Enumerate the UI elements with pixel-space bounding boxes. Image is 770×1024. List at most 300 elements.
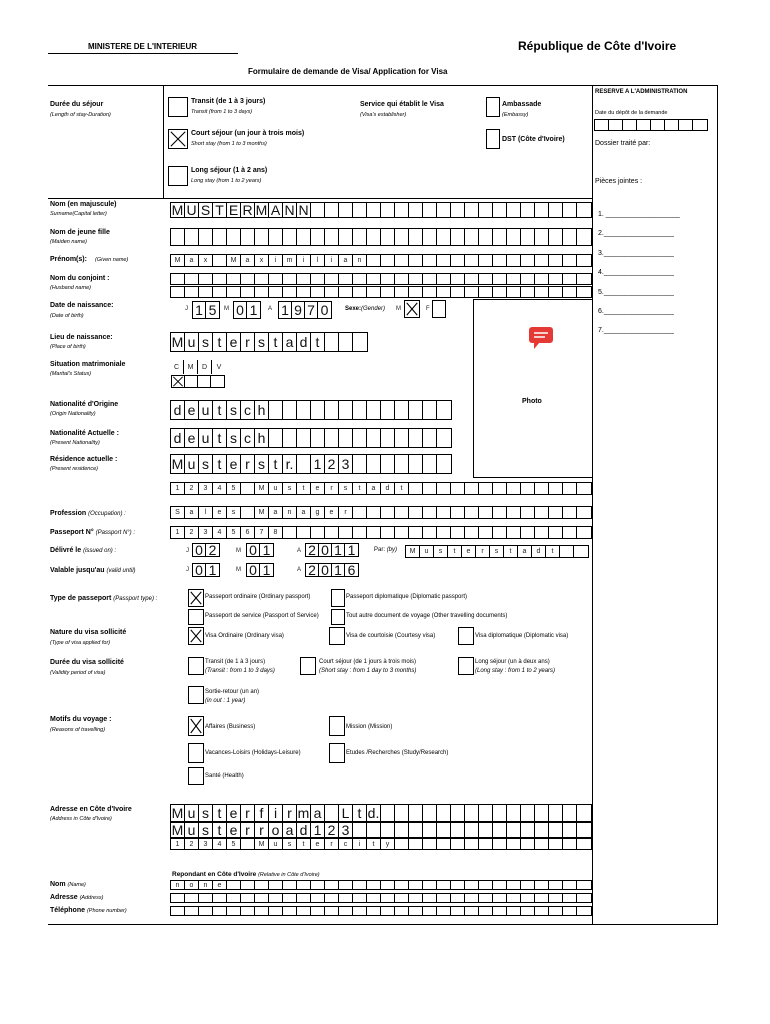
jeune-input[interactable] bbox=[170, 228, 592, 246]
char-cell: m bbox=[297, 805, 310, 821]
char-cell bbox=[535, 527, 549, 538]
char-cell bbox=[367, 907, 381, 915]
char-cell bbox=[395, 203, 409, 217]
prenom-label: Prénom(s): bbox=[50, 256, 87, 263]
char-cell bbox=[339, 907, 353, 915]
char-cell bbox=[563, 881, 577, 889]
char-cell bbox=[339, 274, 353, 284]
stay-long-checkbox[interactable] bbox=[168, 166, 188, 186]
dob-year-input[interactable] bbox=[278, 301, 332, 319]
char-cell: t bbox=[213, 805, 227, 821]
char-cell bbox=[185, 274, 199, 284]
char-cell bbox=[381, 287, 395, 297]
char-cell bbox=[465, 203, 479, 217]
dob-j-label: J bbox=[185, 306, 188, 312]
visa-court-checkbox[interactable] bbox=[300, 657, 316, 675]
passport-other-checkbox[interactable] bbox=[331, 609, 345, 625]
admin-date-cells[interactable] bbox=[594, 119, 708, 131]
visa-transit-checkbox[interactable] bbox=[188, 657, 204, 675]
char-cell bbox=[325, 881, 339, 889]
char-cell bbox=[535, 823, 549, 837]
char-cell: f bbox=[255, 805, 269, 821]
char-cell bbox=[521, 229, 535, 245]
char-cell: a bbox=[339, 255, 353, 266]
char-cell bbox=[269, 429, 283, 447]
resp-tel-input[interactable] bbox=[170, 906, 592, 916]
sexe-m-label: M bbox=[396, 306, 401, 312]
dob-m-label: M bbox=[224, 306, 229, 312]
char-cell bbox=[185, 287, 199, 297]
char-cell: 0 bbox=[247, 544, 260, 556]
char-cell bbox=[479, 839, 493, 849]
admin-date-cell bbox=[623, 120, 637, 130]
char-cell: y bbox=[381, 839, 395, 849]
char-cell bbox=[171, 907, 185, 915]
char-cell bbox=[311, 229, 325, 245]
char-cell bbox=[549, 287, 563, 297]
char-cell: i bbox=[325, 255, 339, 266]
char-cell bbox=[367, 229, 381, 245]
char-cell: M bbox=[171, 202, 184, 218]
val-j-label: J bbox=[186, 567, 189, 573]
char-cell: M bbox=[171, 456, 184, 472]
char-cell bbox=[311, 274, 325, 284]
char-cell: u bbox=[199, 429, 213, 447]
address-line-2[interactable] bbox=[170, 822, 592, 838]
admin-date-cell bbox=[679, 120, 693, 130]
nom-label: Nom (en majuscule) bbox=[50, 201, 117, 208]
char-cell: t bbox=[213, 429, 227, 447]
char-cell: N bbox=[297, 203, 311, 217]
char-cell bbox=[381, 881, 395, 889]
char-cell: s bbox=[227, 401, 241, 419]
char-cell bbox=[395, 805, 409, 821]
stay-transit-checkbox[interactable] bbox=[168, 97, 188, 117]
char-cell bbox=[507, 203, 521, 217]
issue-day-input[interactable] bbox=[192, 543, 220, 557]
char-cell bbox=[479, 287, 493, 297]
char-cell: h bbox=[255, 429, 269, 447]
orig-input[interactable] bbox=[170, 400, 452, 420]
char-cell bbox=[423, 455, 437, 473]
char-cell bbox=[521, 255, 535, 266]
char-cell: V bbox=[216, 363, 222, 371]
char-cell bbox=[549, 907, 563, 915]
motif-etudes-checkbox[interactable] bbox=[329, 743, 345, 763]
char-cell bbox=[465, 907, 479, 915]
stay-court-checkbox[interactable] bbox=[168, 129, 188, 149]
char-cell bbox=[563, 507, 577, 518]
char-cell bbox=[465, 839, 479, 849]
char-cell bbox=[577, 805, 591, 821]
resp-tel-label: Téléphone (Phone number) bbox=[50, 907, 127, 914]
char-cell bbox=[325, 274, 339, 284]
char-cell bbox=[549, 229, 563, 245]
char-cell bbox=[521, 881, 535, 889]
issue-year-input[interactable] bbox=[305, 543, 359, 557]
char-cell: s bbox=[227, 507, 241, 518]
char-cell bbox=[437, 507, 451, 518]
char-cell bbox=[381, 823, 395, 837]
address-line-3[interactable] bbox=[170, 838, 592, 850]
passeport-label: Passeport N° (Passport N°) : bbox=[50, 529, 136, 536]
char-cell: 1 bbox=[171, 527, 185, 538]
iss-j-label: J bbox=[186, 548, 189, 554]
char-cell bbox=[465, 507, 479, 518]
char-cell bbox=[297, 894, 311, 902]
naissance-sub: (Date of birth) bbox=[50, 313, 84, 319]
char-cell bbox=[437, 894, 451, 902]
char-cell: A bbox=[269, 203, 283, 217]
char-cell: N bbox=[283, 203, 297, 217]
char-cell: e bbox=[227, 333, 241, 351]
char-cell bbox=[479, 507, 493, 518]
char-cell bbox=[255, 881, 269, 889]
resp-nom-input[interactable] bbox=[170, 880, 592, 890]
char-cell: 2 bbox=[185, 527, 199, 538]
valid-month-input[interactable] bbox=[246, 563, 274, 577]
char-cell bbox=[521, 907, 535, 915]
char-cell bbox=[171, 894, 185, 902]
char-cell bbox=[479, 823, 493, 837]
char-cell: s bbox=[199, 333, 213, 351]
status-checkbox-m[interactable] bbox=[185, 376, 198, 387]
char-cell bbox=[283, 429, 297, 447]
char-cell bbox=[213, 229, 227, 245]
char-cell bbox=[381, 274, 395, 284]
char-cell bbox=[353, 229, 367, 245]
stay-court-sub: Short stay (from 1 to 3 months) bbox=[191, 141, 267, 147]
char-cell bbox=[437, 907, 451, 915]
char-cell bbox=[213, 255, 227, 266]
comment-icon[interactable] bbox=[528, 326, 554, 350]
char-cell bbox=[549, 274, 563, 284]
char-cell bbox=[521, 805, 535, 821]
char-cell bbox=[493, 907, 507, 915]
char-cell bbox=[563, 483, 577, 494]
char-cell bbox=[283, 229, 297, 245]
status-letters bbox=[170, 360, 226, 374]
status-checkbox-d[interactable] bbox=[198, 376, 211, 387]
check-x-icon bbox=[172, 376, 184, 387]
char-cell bbox=[535, 907, 549, 915]
char-cell bbox=[395, 894, 409, 902]
char-cell bbox=[409, 483, 423, 494]
char-cell: 8 bbox=[269, 527, 283, 538]
char-cell: s bbox=[283, 483, 297, 494]
char-cell: n bbox=[199, 881, 213, 889]
ambassade-sub: (Embassy) bbox=[502, 112, 529, 118]
char-cell bbox=[269, 894, 283, 902]
char-cell bbox=[227, 274, 241, 284]
char-cell bbox=[465, 229, 479, 245]
form-title: Formulaire de demande de Visa/ Application for Visa bbox=[248, 67, 448, 76]
char-cell: s bbox=[227, 429, 241, 447]
char-cell bbox=[507, 274, 521, 284]
char-cell: t bbox=[546, 546, 560, 557]
char-cell: d bbox=[297, 823, 311, 837]
nom-sub: Surname(Capital letter) bbox=[50, 211, 107, 217]
char-cell bbox=[465, 255, 479, 266]
passport-other-label: Tout autre document de voyage (Other travelling documents) bbox=[346, 613, 508, 619]
char-cell bbox=[297, 274, 311, 284]
char-cell bbox=[577, 527, 591, 538]
char-cell bbox=[451, 907, 465, 915]
char-cell: M bbox=[255, 839, 269, 849]
char-cell bbox=[269, 287, 283, 297]
char-cell bbox=[535, 881, 549, 889]
char-cell: 1 bbox=[332, 544, 345, 556]
val-m-label: M bbox=[236, 567, 241, 573]
char-cell bbox=[199, 907, 213, 915]
char-cell bbox=[507, 507, 521, 518]
char-cell bbox=[395, 881, 409, 889]
char-cell bbox=[549, 839, 563, 849]
char-cell bbox=[465, 823, 479, 837]
char-cell bbox=[535, 287, 549, 297]
visa-sortie-checkbox[interactable] bbox=[188, 686, 204, 704]
status-checkbox-v[interactable] bbox=[211, 376, 224, 387]
char-cell bbox=[563, 805, 577, 821]
char-cell: d bbox=[381, 483, 395, 494]
lieu-input[interactable] bbox=[170, 332, 368, 352]
resp-label: Repondant en Côte d'Ivoire (Relative in Côte d'Ivoire) bbox=[172, 871, 320, 878]
char-cell bbox=[549, 805, 563, 821]
char-cell: 3 bbox=[199, 839, 213, 849]
char-cell bbox=[493, 839, 507, 849]
char-cell bbox=[283, 527, 297, 538]
char-cell bbox=[409, 274, 423, 284]
valid-day-input[interactable] bbox=[192, 563, 220, 577]
char-cell: e bbox=[311, 483, 325, 494]
dst-checkbox[interactable] bbox=[486, 129, 500, 149]
motif-mission-checkbox[interactable] bbox=[329, 716, 345, 736]
char-cell: e bbox=[227, 805, 241, 821]
issue-month-input[interactable] bbox=[246, 543, 274, 557]
char-cell: r. bbox=[283, 455, 297, 473]
char-cell bbox=[560, 546, 574, 557]
char-cell bbox=[423, 907, 437, 915]
char-cell bbox=[367, 429, 381, 447]
char-cell: t bbox=[213, 401, 227, 419]
valid-year-input[interactable] bbox=[305, 563, 359, 577]
char-cell: 4 bbox=[213, 483, 227, 494]
char-cell bbox=[507, 287, 521, 297]
char-cell: 1 bbox=[171, 483, 185, 494]
char-cell: 4 bbox=[213, 527, 227, 538]
conjoint-input-1[interactable] bbox=[170, 273, 592, 285]
char-cell bbox=[493, 894, 507, 902]
char-cell bbox=[563, 907, 577, 915]
char-cell: c bbox=[241, 401, 255, 419]
status-checkboxes[interactable] bbox=[171, 375, 225, 388]
profession-input[interactable] bbox=[170, 506, 592, 519]
char-cell: 1 bbox=[347, 542, 356, 558]
republic-title: République de Côte d'Ivoire bbox=[518, 39, 677, 53]
residence-input-2[interactable] bbox=[170, 482, 592, 495]
char-cell bbox=[339, 881, 353, 889]
passport-diplo-checkbox[interactable] bbox=[331, 589, 345, 607]
actuelle-sub: (Present Nationality) bbox=[50, 440, 100, 446]
status-checkbox-c[interactable] bbox=[172, 376, 185, 387]
char-cell bbox=[269, 881, 283, 889]
char-cell: a bbox=[518, 546, 532, 557]
char-cell bbox=[227, 894, 241, 902]
char-cell bbox=[255, 894, 269, 902]
char-cell: s bbox=[434, 546, 448, 557]
visa-long-checkbox[interactable] bbox=[458, 657, 474, 675]
char-cell bbox=[577, 894, 591, 902]
char-cell bbox=[297, 429, 311, 447]
char-cell bbox=[437, 429, 451, 447]
visa-courtesy-label: Visa de courtoisie (Courtesy visa) bbox=[346, 633, 436, 639]
char-cell bbox=[283, 907, 297, 915]
char-cell bbox=[311, 287, 325, 297]
admin-date-cell bbox=[693, 120, 707, 130]
visa-ordinary-checkbox[interactable] bbox=[188, 627, 204, 645]
char-cell bbox=[353, 401, 367, 419]
dob-day-input[interactable] bbox=[192, 301, 220, 319]
visa-duration-label: Durée du visa sollicité bbox=[50, 659, 124, 666]
char-cell bbox=[409, 823, 423, 837]
char-cell: e bbox=[227, 455, 241, 473]
passport-ordinary-checkbox[interactable] bbox=[188, 589, 204, 607]
char-cell bbox=[465, 287, 479, 297]
char-cell: e bbox=[213, 881, 227, 889]
char-cell bbox=[367, 255, 381, 266]
char-cell: t bbox=[213, 455, 227, 473]
orig-label: Nationalité d'Origine bbox=[50, 401, 119, 408]
char-cell: u bbox=[269, 839, 283, 849]
char-cell bbox=[574, 546, 588, 557]
char-cell: 0 bbox=[193, 564, 206, 576]
iss-a-label: A bbox=[297, 548, 302, 554]
char-cell: r bbox=[339, 507, 353, 518]
motif-affaires-checkbox[interactable] bbox=[188, 716, 204, 736]
char-cell bbox=[423, 507, 437, 518]
char-cell: t bbox=[504, 546, 518, 557]
header-rule bbox=[48, 53, 238, 54]
motifs-label: Motifs du voyage : bbox=[50, 716, 112, 723]
char-cell: r bbox=[325, 839, 339, 849]
char-cell bbox=[395, 429, 409, 447]
char-cell bbox=[577, 483, 591, 494]
char-cell bbox=[479, 255, 493, 266]
char-cell bbox=[297, 527, 311, 538]
passeport-input[interactable] bbox=[170, 526, 592, 539]
char-cell: M bbox=[255, 483, 269, 494]
char-cell bbox=[213, 274, 227, 284]
motif-vacances-checkbox[interactable] bbox=[188, 743, 204, 763]
char-cell: M bbox=[255, 507, 269, 518]
char-cell bbox=[325, 907, 339, 915]
char-cell bbox=[437, 255, 451, 266]
motif-sante-checkbox[interactable] bbox=[188, 767, 204, 785]
char-cell bbox=[423, 255, 437, 266]
ambassade-checkbox[interactable] bbox=[486, 97, 500, 117]
stay-transit-label: Transit (de 1 à 3 jours) bbox=[191, 98, 266, 105]
char-cell bbox=[577, 907, 591, 915]
stay-long-sub: Long stay (from 1 to 2 years) bbox=[191, 178, 262, 184]
char-cell bbox=[395, 255, 409, 266]
char-cell bbox=[381, 229, 395, 245]
char-cell bbox=[549, 527, 563, 538]
char-cell bbox=[563, 839, 577, 849]
admin-date-label: Date du dépôt de la demande bbox=[595, 110, 668, 116]
char-cell: n bbox=[283, 507, 297, 518]
char-cell bbox=[311, 429, 325, 447]
char-cell bbox=[353, 894, 367, 902]
char-cell bbox=[493, 823, 507, 837]
visa-courtesy-checkbox[interactable] bbox=[329, 627, 345, 645]
char-cell bbox=[451, 483, 465, 494]
char-cell bbox=[437, 274, 451, 284]
char-cell bbox=[269, 229, 283, 245]
char-cell bbox=[227, 907, 241, 915]
char-cell bbox=[185, 229, 199, 245]
address-line-1[interactable] bbox=[170, 804, 592, 822]
char-cell bbox=[199, 894, 213, 902]
sexe-m-checkbox[interactable] bbox=[404, 300, 420, 318]
char-cell bbox=[437, 483, 451, 494]
char-cell: S bbox=[171, 507, 185, 518]
frame-top bbox=[48, 85, 718, 86]
passport-service-checkbox[interactable] bbox=[188, 609, 204, 625]
char-cell bbox=[577, 839, 591, 849]
resp-adresse-input[interactable] bbox=[170, 893, 592, 903]
visa-ordinary-label: Visa Ordinaire (Ordinary visa) bbox=[205, 633, 284, 639]
char-cell bbox=[227, 287, 241, 297]
char-cell bbox=[353, 507, 367, 518]
char-cell bbox=[255, 274, 269, 284]
char-cell bbox=[409, 527, 423, 538]
char-cell bbox=[381, 894, 395, 902]
iss-m-label: M bbox=[236, 548, 241, 554]
sexe-label: Sexe:(Gender) bbox=[345, 306, 386, 312]
prenom-input[interactable] bbox=[170, 254, 592, 267]
char-cell bbox=[423, 401, 437, 419]
sexe-f-checkbox[interactable] bbox=[432, 300, 446, 318]
char-cell bbox=[479, 907, 493, 915]
par-input[interactable] bbox=[405, 545, 589, 558]
dob-month-input[interactable] bbox=[233, 301, 261, 319]
char-cell bbox=[325, 401, 339, 419]
char-cell bbox=[367, 507, 381, 518]
motif-sante-label: Santé (Health) bbox=[205, 773, 244, 779]
char-cell: 2 bbox=[306, 564, 319, 576]
char-cell bbox=[339, 401, 353, 419]
conjoint-input-2[interactable] bbox=[170, 286, 592, 298]
char-cell bbox=[493, 881, 507, 889]
char-cell bbox=[353, 333, 367, 351]
visa-diplo-checkbox[interactable] bbox=[458, 627, 474, 645]
nom-input[interactable] bbox=[170, 202, 592, 218]
residence-input[interactable] bbox=[170, 454, 452, 474]
char-cell bbox=[563, 274, 577, 284]
char-cell bbox=[395, 287, 409, 297]
char-cell bbox=[381, 401, 395, 419]
char-cell: s bbox=[339, 483, 353, 494]
char-cell bbox=[381, 455, 395, 473]
char-cell: 4 bbox=[213, 839, 227, 849]
char-cell: n bbox=[353, 255, 367, 266]
actuelle-input[interactable] bbox=[170, 428, 452, 448]
char-cell bbox=[507, 894, 521, 902]
char-cell bbox=[451, 894, 465, 902]
char-cell bbox=[297, 401, 311, 419]
actuelle-label: Nationalité Actuelle : bbox=[50, 430, 119, 437]
char-cell bbox=[549, 203, 563, 217]
